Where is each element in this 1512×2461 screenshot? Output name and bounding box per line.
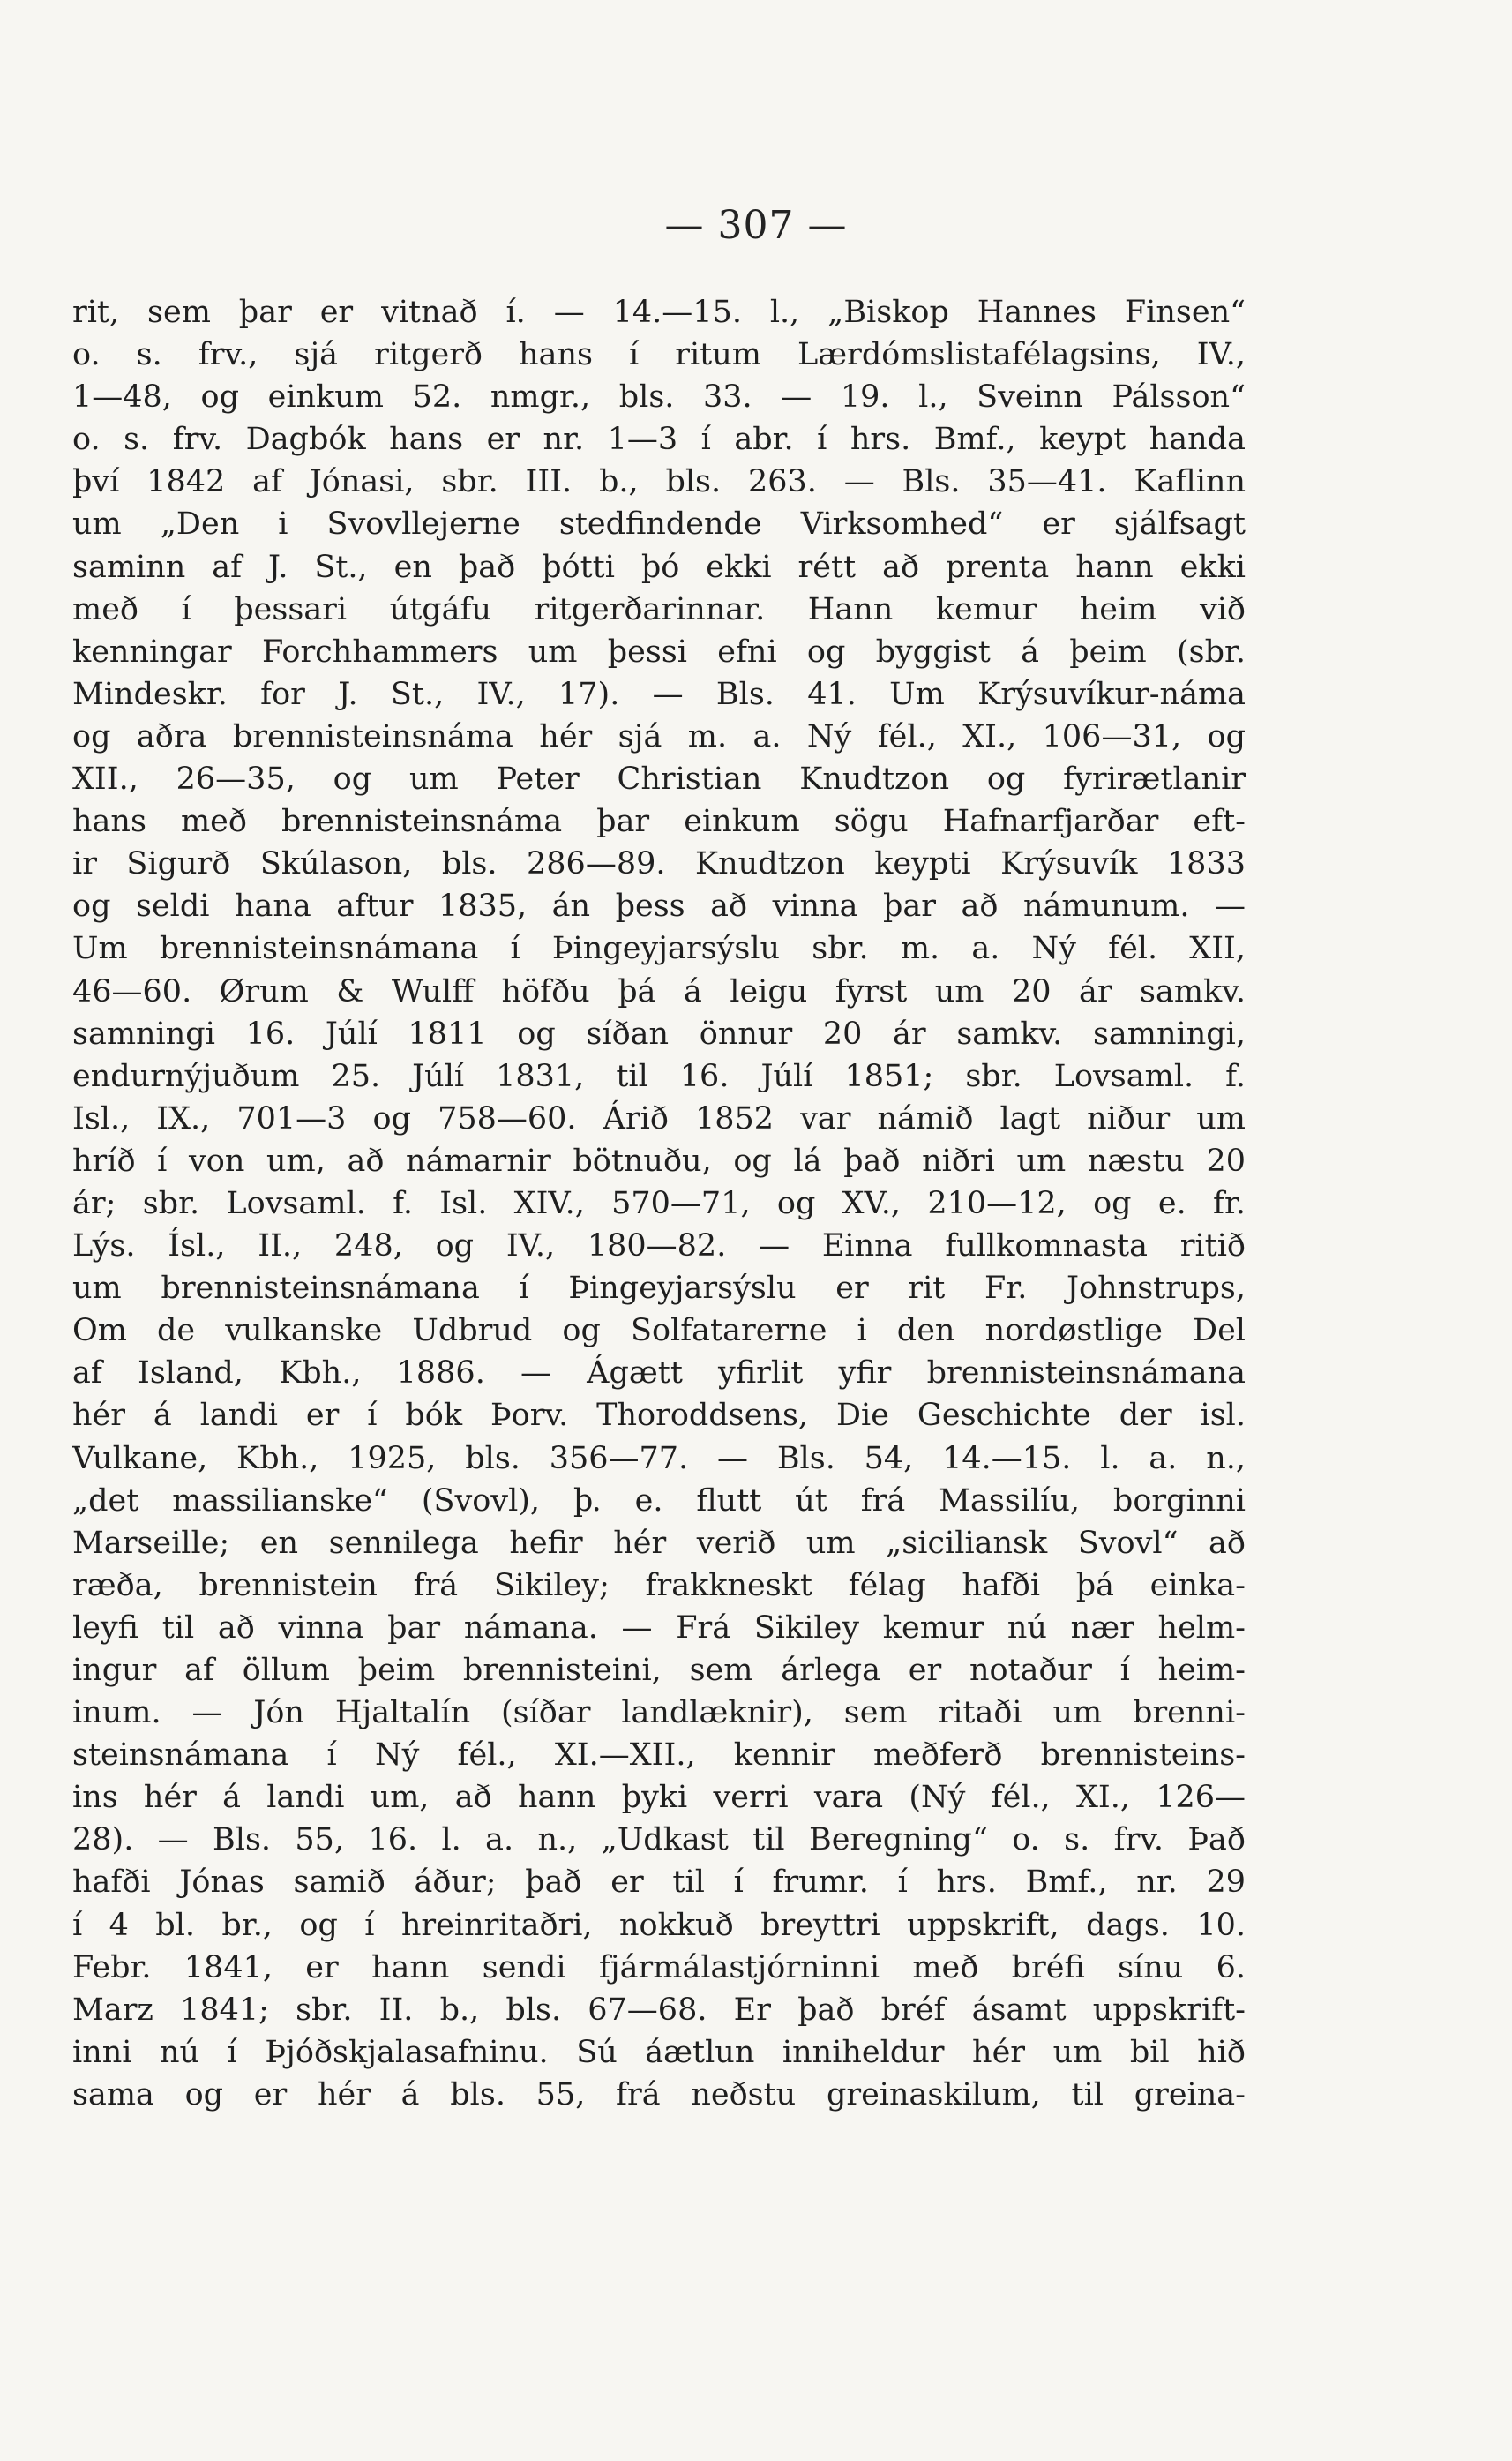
text-line: 1—48, og einkum 52. nmgr., bls. 33. — 19. l., Sveinn Pálsson“ [72, 379, 1246, 416]
text-line: endurnýjuðum 25. Júlí 1831, til 16. Júlí 1851; sbr. Lovsaml. f. [72, 1058, 1246, 1094]
text-line: Isl., IX., 701—3 og 758—60. Árið 1852 var námið lagt niður um [72, 1100, 1246, 1137]
text-line: og seldi hana aftur 1835, án þess að vinna þar að námunum. — [72, 889, 1246, 925]
text-line: um brennisteinsnámana í Þingeyjarsýslu er rit Fr. Johnstrups, [72, 1271, 1246, 1307]
text-line: leyfi til að vinna þar námana. — Frá Sikiley kemur nú nær helm- [72, 1609, 1246, 1646]
text-line: Om de vulkanske Udbrud og Solfatarerne i den nordøstlige Del [72, 1313, 1246, 1349]
text-line: Marseille; en sennilega hefir hér verið um „siciliansk Svovl“ að [72, 1525, 1246, 1561]
text-line: o. s. frv., sjá ritgerð hans í ritum Lærdómslistafélagsins, IV., [72, 337, 1246, 373]
text-line: ins hér á landi um, að hann þyki verri vara (Ný fél., XI., 126— [72, 1780, 1246, 1816]
text-line: í 4 bl. br., og í hreinritaðri, nokkuð breyttri uppskrift, dags. 10. [72, 1907, 1246, 1943]
text-line: Vulkane, Kbh., 1925, bls. 356—77. — Bls. 54, 14.—15. l. a. n., [72, 1440, 1246, 1476]
text-line: ár; sbr. Lovsaml. f. Isl. XIV., 570—71, og XV., 210—12, og e. fr. [72, 1185, 1246, 1221]
text-line: XII., 26—35, og um Peter Christian Knudtzon og fyrirætlanir [72, 762, 1246, 798]
text-line: 28). — Bls. 55, 16. l. a. n., „Udkast til Beregning“ o. s. frv. Það [72, 1822, 1246, 1858]
text-line: samningi 16. Júlí 1811 og síðan önnur 20 ár samkv. samningi, [72, 1016, 1246, 1052]
text-line: ir Sigurð Skúlason, bls. 286—89. Knudtzon keypti Krýsuvík 1833 [72, 846, 1246, 882]
text-line: 46—60. Ørum & Wulff höfðu þá á leigu fyrst um 20 ár samkv. [72, 973, 1246, 1009]
text-line: Marz 1841; sbr. II. b., bls. 67—68. Er það bréf ásamt uppskrift- [72, 1992, 1246, 2028]
text-line: um „Den i Svovllejerne stedfindende Virksomhed“ er sjálfsagt [72, 506, 1246, 543]
text-line: af Island, Kbh., 1886. — Ágætt yfirlit yfir brennisteinsnámana [72, 1355, 1246, 1392]
text-line: „det massilianske“ (Svovl), þ. e. flutt út frá Massilíu, borginni [72, 1482, 1246, 1519]
text-line: steinsnámana í Ný fél., XI.—XII., kennir meðferð brennisteins- [72, 1737, 1246, 1774]
text-line: inni nú í Þjóðskjalasafninu. Sú áætlun inniheldur hér um bil hið [72, 2034, 1246, 2070]
text-line: rit, sem þar er vitnað í. — 14.—15. l., „Biskop Hannes Finsen“ [72, 295, 1246, 330]
text-line: hans með brennisteinsnáma þar einkum sögu Hafnarfjarðar eft- [72, 804, 1246, 840]
text-line: Mindeskr. for J. St., IV., 17). — Bls. 41. Um Krýsuvíkur-náma [72, 676, 1246, 712]
text-line: sama og er hér á bls. 55, frá neðstu greinaskilum, til greina- [72, 2076, 1246, 2112]
text-line: hafði Jónas samið áður; það er til í frumr. í hrs. Bmf., nr. 29 [72, 1865, 1246, 1901]
text-line: Febr. 1841, er hann sendi fjármálastjórninni með bréfi sínu 6. [72, 1949, 1246, 1985]
text-line: hér á landi er í bók Þorv. Thoroddsens, Die Geschichte der isl. [72, 1398, 1246, 1434]
text-line: saminn af J. St., en það þótti þó ekki rétt að prenta hann ekki [72, 549, 1246, 585]
text-line: inum. — Jón Hjaltalín (síðar landlæknir), sem ritaði um brenni- [72, 1695, 1246, 1731]
text-line: kenningar Forchhammers um þessi efni og byggist á þeim (sbr. [72, 634, 1246, 670]
text-line: ingur af öllum þeim brennisteini, sem árlega er notaður í heim- [72, 1653, 1246, 1688]
body-text [72, 291, 1246, 2116]
text-line: hríð í von um, að námarnir bötnuðu, og lá það niðri um næstu 20 [72, 1143, 1246, 1179]
page-number: — 307 — [664, 203, 848, 248]
text-line: ræða, brennistein frá Sikiley; frakkneskt félag hafði þá einka- [72, 1567, 1246, 1603]
text-line: o. s. frv. Dagbók hans er nr. 1—3 í abr. í hrs. Bmf., keypt handa [72, 422, 1246, 458]
text-line: því 1842 af Jónasi, sbr. III. b., bls. 263. — Bls. 35—41. Kaflinn [72, 464, 1246, 500]
text-line: Um brennisteinsnámana í Þingeyjarsýslu sbr. m. a. Ný fél. XII, [72, 931, 1246, 967]
text-line: með í þessari útgáfu ritgerðarinnar. Hann kemur heim við [72, 591, 1246, 627]
text-line: Lýs. Ísl., II., 248, og IV., 180—82. — Einna fullkomnasta ritið [72, 1228, 1246, 1264]
text-line: og aðra brennisteinsnáma hér sjá m. a. Ný fél., XI., 106—31, og [72, 718, 1246, 754]
